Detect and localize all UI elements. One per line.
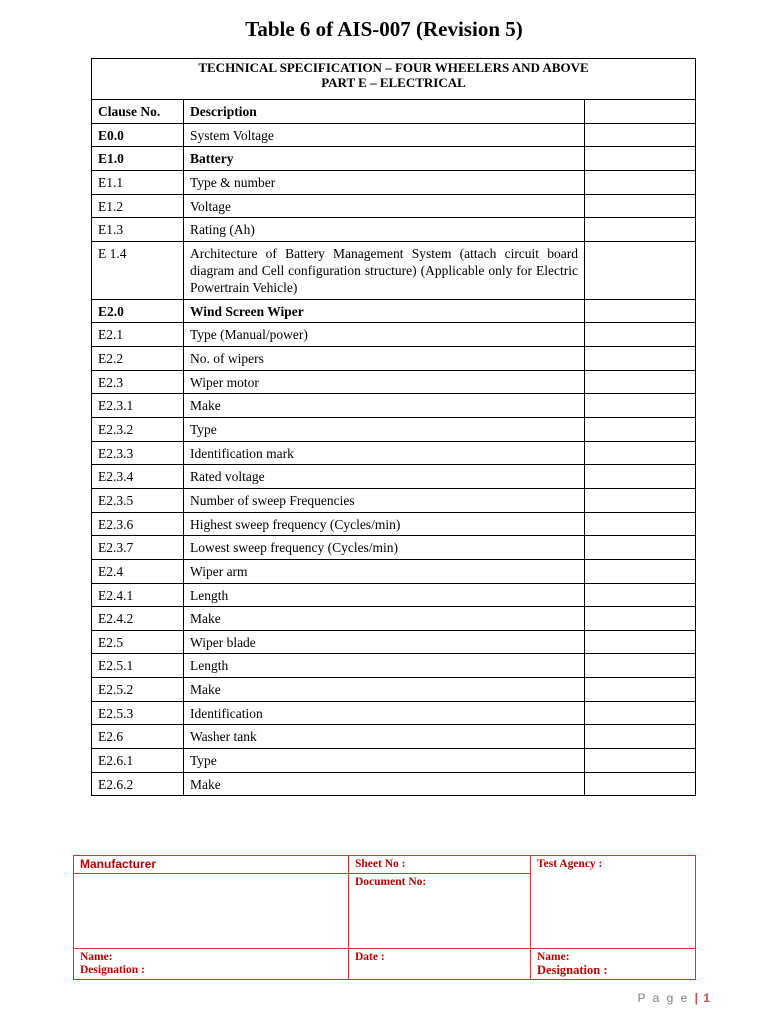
value-cell[interactable] bbox=[585, 607, 696, 631]
description-cell: Wind Screen Wiper bbox=[184, 299, 585, 323]
clause-cell: E2.3.6 bbox=[92, 512, 184, 536]
value-cell[interactable] bbox=[585, 630, 696, 654]
table-row bbox=[92, 147, 696, 171]
value-cell[interactable] bbox=[585, 218, 696, 242]
value-cell[interactable] bbox=[585, 465, 696, 489]
description-cell: Make bbox=[184, 607, 585, 631]
page-separator: | bbox=[694, 991, 698, 1005]
table-row bbox=[92, 441, 696, 465]
name-designation-cell bbox=[74, 949, 349, 980]
table-row bbox=[92, 194, 696, 218]
value-cell[interactable] bbox=[585, 512, 696, 536]
value-cell[interactable] bbox=[585, 394, 696, 418]
clause-cell: E2.6.1 bbox=[92, 749, 184, 773]
description-cell: Number of sweep Frequencies bbox=[184, 488, 585, 512]
value-cell[interactable] bbox=[585, 536, 696, 560]
description-cell: Wiper motor bbox=[184, 370, 585, 394]
table-row bbox=[92, 488, 696, 512]
clause-cell: E2.3.3 bbox=[92, 441, 184, 465]
clause-cell: E2.5.3 bbox=[92, 701, 184, 725]
table-row bbox=[92, 772, 696, 796]
table-row bbox=[92, 170, 696, 194]
description-cell: Wiper blade bbox=[184, 630, 585, 654]
description-cell: Identification mark bbox=[184, 441, 585, 465]
value-cell[interactable] bbox=[585, 701, 696, 725]
table-row bbox=[92, 370, 696, 394]
table-row bbox=[92, 465, 696, 489]
test-agency-label: Test Agency : bbox=[531, 856, 696, 949]
value-cell[interactable] bbox=[585, 147, 696, 171]
clause-cell: E2.5.2 bbox=[92, 678, 184, 702]
clause-cell: E2.3.4 bbox=[92, 465, 184, 489]
table-header-cell bbox=[92, 59, 696, 100]
clause-cell: E1.3 bbox=[92, 218, 184, 242]
clause-cell: E2.2 bbox=[92, 347, 184, 371]
value-cell[interactable] bbox=[585, 725, 696, 749]
value-cell[interactable] bbox=[585, 749, 696, 773]
value-cell[interactable] bbox=[585, 170, 696, 194]
value-cell[interactable] bbox=[585, 418, 696, 442]
description-cell: Voltage bbox=[184, 194, 585, 218]
clause-cell: E2.4 bbox=[92, 559, 184, 583]
clause-cell: E2.6.2 bbox=[92, 772, 184, 796]
table-header-row bbox=[92, 59, 696, 100]
value-cell[interactable] bbox=[585, 299, 696, 323]
description-cell: Type bbox=[184, 749, 585, 773]
manufacturer-area bbox=[74, 874, 349, 949]
clause-cell: E2.5.1 bbox=[92, 654, 184, 678]
clause-cell: E2.5 bbox=[92, 630, 184, 654]
clause-cell: E1.2 bbox=[92, 194, 184, 218]
sheet-no-label: Sheet No : bbox=[349, 856, 531, 874]
table-row bbox=[92, 725, 696, 749]
col-header-clause: Clause No. bbox=[92, 100, 184, 124]
description-cell: Type & number bbox=[184, 170, 585, 194]
page-number-value: 1 bbox=[703, 991, 710, 1005]
value-cell[interactable] bbox=[585, 678, 696, 702]
description-cell: System Voltage bbox=[184, 123, 585, 147]
clause-cell: E2.4.1 bbox=[92, 583, 184, 607]
description-cell: Make bbox=[184, 678, 585, 702]
table-row bbox=[92, 607, 696, 631]
value-cell[interactable] bbox=[585, 583, 696, 607]
name-label: Name: bbox=[80, 951, 113, 963]
date-label: Date : bbox=[349, 949, 531, 980]
description-cell: Architecture of Battery Management System (attach circuit board diagram and Cell configuration structure) (Applicable only for Electric Powertrain Vehicle) bbox=[184, 241, 585, 299]
value-cell[interactable] bbox=[585, 370, 696, 394]
column-header-row bbox=[92, 100, 696, 124]
table-row bbox=[92, 512, 696, 536]
value-cell[interactable] bbox=[585, 488, 696, 512]
table-row bbox=[92, 218, 696, 242]
spec-table bbox=[91, 58, 696, 796]
table-row bbox=[92, 347, 696, 371]
clause-cell: E2.3 bbox=[92, 370, 184, 394]
clause-cell: E 1.4 bbox=[92, 241, 184, 299]
table-row bbox=[92, 749, 696, 773]
table-row bbox=[92, 536, 696, 560]
designation-label-2: Designation : bbox=[537, 963, 608, 977]
description-cell: Washer tank bbox=[184, 725, 585, 749]
table-row bbox=[92, 559, 696, 583]
value-cell[interactable] bbox=[585, 654, 696, 678]
value-cell[interactable] bbox=[585, 441, 696, 465]
description-cell: Length bbox=[184, 583, 585, 607]
value-cell[interactable] bbox=[585, 241, 696, 299]
description-cell: Type (Manual/power) bbox=[184, 323, 585, 347]
table-row bbox=[92, 701, 696, 725]
value-cell[interactable] bbox=[585, 347, 696, 371]
table-row bbox=[92, 394, 696, 418]
clause-cell: E2.6 bbox=[92, 725, 184, 749]
clause-cell: E2.4.2 bbox=[92, 607, 184, 631]
description-cell: Rated voltage bbox=[184, 465, 585, 489]
designation-label: Designation : bbox=[80, 964, 145, 976]
table-row bbox=[92, 678, 696, 702]
table-row bbox=[92, 323, 696, 347]
table-header-line2: PART E – ELECTRICAL bbox=[321, 75, 466, 90]
value-cell[interactable] bbox=[585, 323, 696, 347]
description-cell: Rating (Ah) bbox=[184, 218, 585, 242]
document-no-label: Document No: bbox=[349, 874, 531, 949]
clause-cell: E2.3.2 bbox=[92, 418, 184, 442]
description-cell: Length bbox=[184, 654, 585, 678]
description-cell: Make bbox=[184, 394, 585, 418]
clause-cell: E2.3.7 bbox=[92, 536, 184, 560]
value-cell[interactable] bbox=[585, 123, 696, 147]
page-title: Table 6 of AIS-007 (Revision 5) bbox=[245, 17, 523, 41]
page-label: P a g e bbox=[637, 991, 690, 1005]
clause-cell: E2.1 bbox=[92, 323, 184, 347]
table-row bbox=[92, 654, 696, 678]
table-row bbox=[92, 418, 696, 442]
clause-cell: E1.1 bbox=[92, 170, 184, 194]
manufacturer-label: Manufacturer bbox=[74, 856, 349, 874]
table-row bbox=[92, 630, 696, 654]
description-cell: Make bbox=[184, 772, 585, 796]
table-row bbox=[92, 583, 696, 607]
description-cell: Highest sweep frequency (Cycles/min) bbox=[184, 512, 585, 536]
clause-cell: E1.0 bbox=[92, 147, 184, 171]
description-cell: Type bbox=[184, 418, 585, 442]
description-cell: Wiper arm bbox=[184, 559, 585, 583]
description-cell: Lowest sweep frequency (Cycles/min) bbox=[184, 536, 585, 560]
col-header-value bbox=[585, 100, 696, 124]
name-label-2: Name: bbox=[537, 951, 570, 963]
description-cell: No. of wipers bbox=[184, 347, 585, 371]
clause-cell: E2.3.1 bbox=[92, 394, 184, 418]
clause-cell: E2.3.5 bbox=[92, 488, 184, 512]
description-cell: Identification bbox=[184, 701, 585, 725]
table-row bbox=[92, 241, 696, 299]
col-header-description: Description bbox=[184, 100, 585, 124]
page-number bbox=[637, 991, 710, 1005]
footer-table bbox=[73, 855, 696, 980]
name-designation-cell-2 bbox=[531, 949, 696, 980]
value-cell[interactable] bbox=[585, 559, 696, 583]
table-row bbox=[92, 123, 696, 147]
clause-cell: E2.0 bbox=[92, 299, 184, 323]
value-cell[interactable] bbox=[585, 194, 696, 218]
description-cell: Battery bbox=[184, 147, 585, 171]
table-row bbox=[92, 299, 696, 323]
clause-cell: E0.0 bbox=[92, 123, 184, 147]
table-header-line1: TECHNICAL SPECIFICATION – FOUR WHEELERS AND ABOVE bbox=[198, 60, 589, 75]
value-cell[interactable] bbox=[585, 772, 696, 796]
